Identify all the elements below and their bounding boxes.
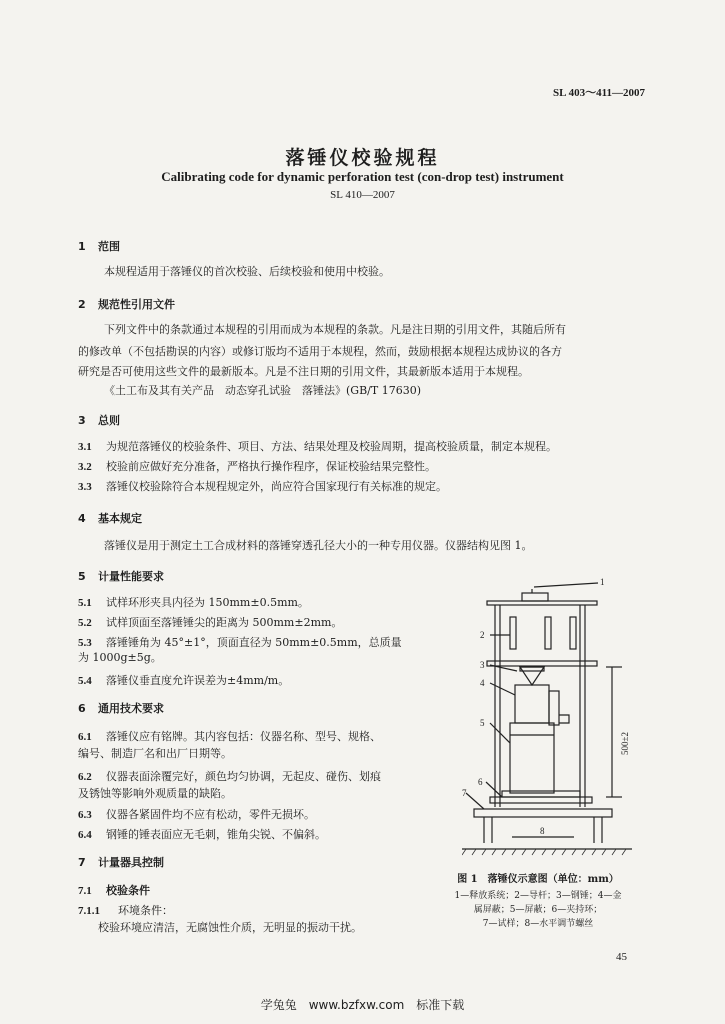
figure-label-1: 1 bbox=[600, 577, 605, 587]
footer-watermark: 学兔兔 www.bzfxw.com 标准下载 bbox=[260, 998, 465, 1012]
clause-6-2: 6.2 仪器表面涂覆完好，颜色均匀协调，无起皮、碰伤、划痕 bbox=[78, 770, 381, 783]
figure-legend-line-2: 属屏蔽；5—屏蔽；6—夹持环； bbox=[473, 905, 603, 915]
section-2-line-1: 下列文件中的条款通过本规程的引用而成为本规程的条款。凡是注日期的引用文件，其随后所有 bbox=[104, 323, 566, 336]
clause-5-3: 5.3 落锤锤角为 45°±1°，顶面直径为 50mm±0.5mm，总质量 bbox=[78, 636, 402, 649]
figure-label-8: 8 bbox=[540, 826, 545, 836]
clause-5-4: 5.4 落锤仪垂直度允许误差为±4mm/m。 bbox=[78, 674, 290, 687]
dimension-label: 500±2 bbox=[620, 732, 630, 755]
clause-3-2: 3.2 校验前应做好充分准备，严格执行操作程序，保证校验结果完整性。 bbox=[78, 460, 436, 473]
section-2-reference: 《土工布及其有关产品 动态穿孔试验 落锤法》(GB/T 17630) bbox=[104, 384, 421, 397]
figure-label-5: 5 bbox=[480, 718, 485, 728]
figure-legend-line-3: 7—试样；8—水平调节螺丝 bbox=[482, 919, 594, 929]
clause-6-2-continued: 及锈蚀等影响外观质量的缺陷。 bbox=[78, 787, 232, 800]
section-4-heading: 4 基本规定 bbox=[78, 512, 142, 525]
figure-label-2: 2 bbox=[480, 630, 485, 640]
section-2-line-2: 的修改单（不包括勘误的内容）或修订版均不适用于本规程，然而，鼓励根据本规程达成协议的各方 bbox=[78, 345, 562, 358]
section-6-heading: 6 通用技术要求 bbox=[78, 702, 164, 715]
standard-code-header: SL 403～411—2007 bbox=[553, 87, 645, 99]
drop-test-instrument-diagram bbox=[462, 575, 642, 865]
figure-label-6: 6 bbox=[478, 777, 483, 787]
page-title: 落锤仪校验规程 bbox=[285, 147, 440, 169]
figure-legend-line-1: 1—释放系统；2—导杆；3—钢锤；4—金 bbox=[454, 891, 622, 901]
clause-6-1-continued: 编号、制造厂名和出厂日期等。 bbox=[78, 747, 232, 760]
clause-7-1-1: 7.1.1 环境条件： bbox=[78, 904, 173, 917]
clause-7-1-1-body: 校验环境应清洁，无腐蚀性介质，无明显的振动干扰。 bbox=[98, 921, 362, 934]
clause-3-1: 3.1 为规范落锤仪的校验条件、项目、方法、结果处理及校验周期，提高校验质量，制定本规程。 bbox=[78, 440, 557, 453]
clause-7-1: 7.1 校验条件 bbox=[78, 884, 150, 897]
section-2-heading: 2 规范性引用文件 bbox=[78, 298, 175, 311]
page-title-english: Calibrating code for dynamic perforation test (con-drop test) instrument bbox=[161, 169, 564, 184]
page-number: 45 bbox=[616, 951, 627, 963]
document-code: SL 410—2007 bbox=[330, 189, 395, 201]
section-3-heading: 3 总则 bbox=[78, 414, 120, 427]
clause-5-1: 5.1 试样环形夹具内径为 150mm±0.5mm。 bbox=[78, 596, 309, 609]
section-5-heading: 5 计量性能要求 bbox=[78, 570, 164, 583]
section-7-heading: 7 计量器具控制 bbox=[78, 856, 164, 869]
figure-label-4: 4 bbox=[480, 678, 485, 688]
clause-6-3: 6.3 仪器各紧固件均不应有松动，零件无损坏。 bbox=[78, 808, 315, 821]
section-2-line-3: 研究是否可使用这些文件的最新版本。凡是不注日期的引用文件，其最新版本适用于本规程。 bbox=[78, 365, 529, 378]
section-1-heading: 1 范围 bbox=[78, 240, 120, 253]
section-4-body: 落锤仪是用于测定土工合成材料的落锤穿透孔径大小的一种专用仪器。仪器结构见图 1。 bbox=[104, 539, 533, 552]
figure-label-3: 3 bbox=[480, 660, 485, 670]
figure-caption: 图 1 落锤仪示意图（单位：mm） bbox=[457, 874, 619, 885]
figure-label-7: 7 bbox=[462, 788, 467, 798]
clause-6-4: 6.4 钢锤的锤表面应无毛刺，锥角尖锐、不偏斜。 bbox=[78, 828, 326, 841]
clause-3-3: 3.3 落锤仪校验除符合本规程规定外，尚应符合国家现行有关标准的规定。 bbox=[78, 480, 447, 493]
section-1-body: 本规程适用于落锤仪的首次校验、后续校验和使用中校验。 bbox=[104, 265, 390, 278]
clause-6-1: 6.1 落锤仪应有铭牌。其内容包括：仪器名称、型号、规格、 bbox=[78, 730, 381, 743]
clause-5-3-continued: 为 1000g±5g。 bbox=[78, 651, 162, 664]
clause-5-2: 5.2 试样顶面至落锤锤尖的距离为 500mm±2mm。 bbox=[78, 616, 343, 629]
